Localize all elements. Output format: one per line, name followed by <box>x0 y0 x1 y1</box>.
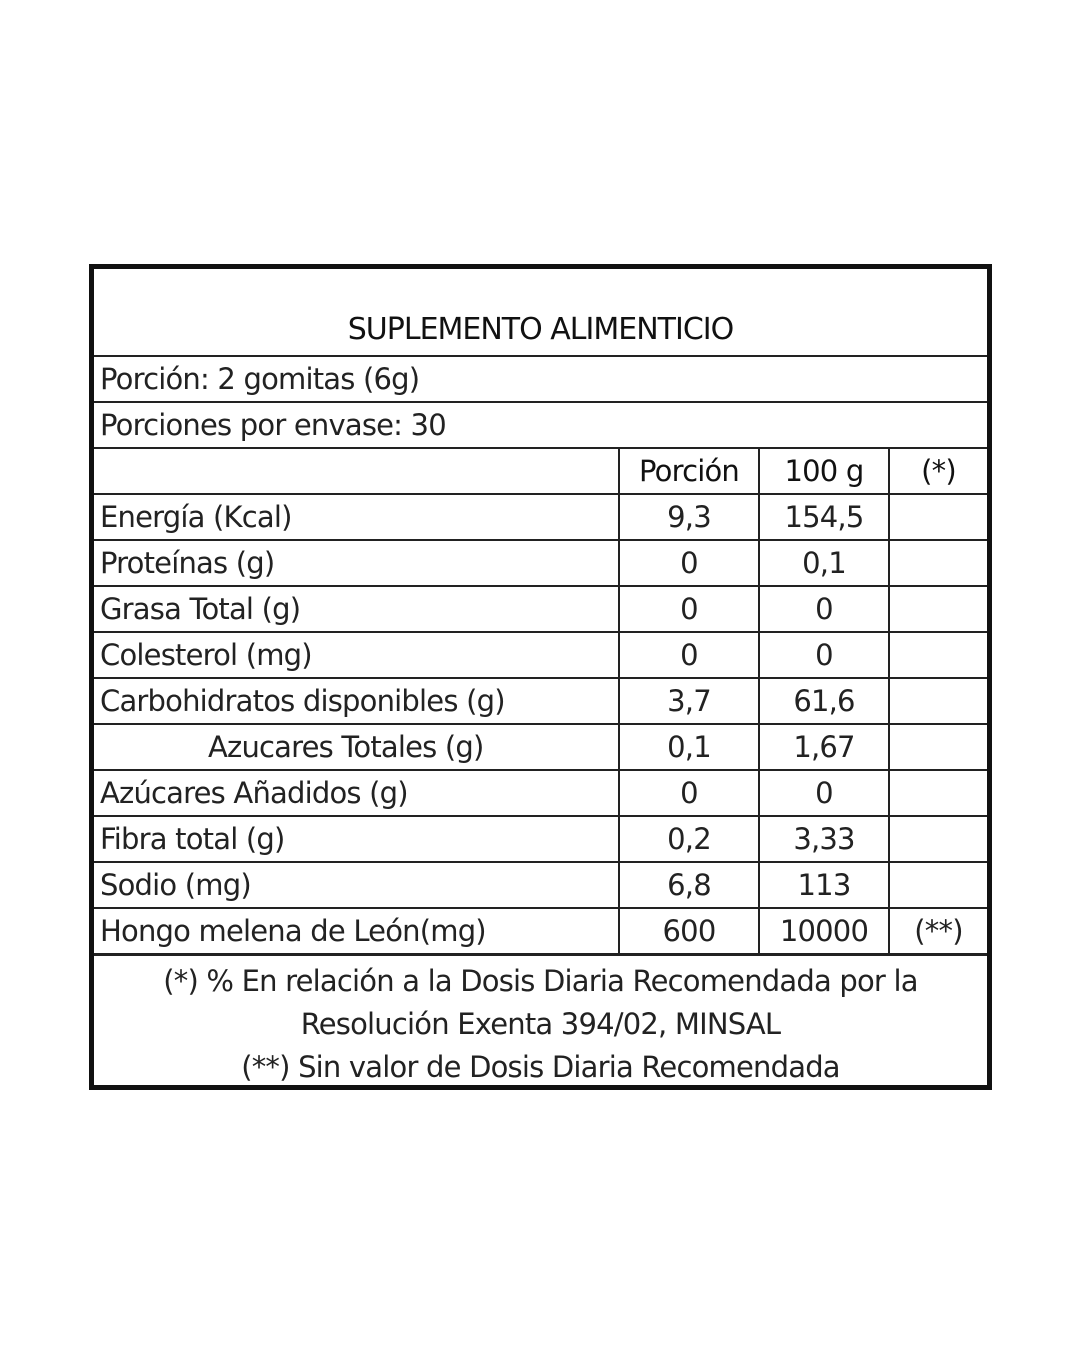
nutrient-per100: 154,5 <box>759 494 889 540</box>
nutrient-per100: 61,6 <box>759 678 889 724</box>
nutrient-per100: 113 <box>759 862 889 908</box>
nutrient-portion: 9,3 <box>619 494 759 540</box>
nutrient-daily-value <box>889 494 987 540</box>
nutrient-portion: 0 <box>619 540 759 586</box>
nutrient-portion: 600 <box>619 908 759 954</box>
nutrient-per100: 0,1 <box>759 540 889 586</box>
label-title: SUPLEMENTO ALIMENTICIO <box>94 269 987 357</box>
nutrition-table <box>94 449 987 955</box>
nutrient-portion: 0 <box>619 586 759 632</box>
table-row <box>94 770 987 816</box>
nutrient-daily-value <box>889 586 987 632</box>
nutrient-name: Carbohidratos disponibles (g) <box>94 678 619 724</box>
nutrient-per100: 0 <box>759 586 889 632</box>
table-row <box>94 816 987 862</box>
nutrient-daily-value <box>889 632 987 678</box>
nutrient-name: Azúcares Añadidos (g) <box>94 770 619 816</box>
table-row <box>94 540 987 586</box>
nutrient-per100: 10000 <box>759 908 889 954</box>
nutrient-daily-value: (**) <box>889 908 987 954</box>
nutrient-name: Sodio (mg) <box>94 862 619 908</box>
nutrient-daily-value <box>889 540 987 586</box>
nutrient-daily-value <box>889 862 987 908</box>
header-daily-value: (*) <box>889 449 987 494</box>
nutrient-name: Colesterol (mg) <box>94 632 619 678</box>
table-row <box>94 724 987 770</box>
nutrient-portion: 3,7 <box>619 678 759 724</box>
nutrient-per100: 1,67 <box>759 724 889 770</box>
nutrient-daily-value <box>889 770 987 816</box>
nutrient-portion: 0,2 <box>619 816 759 862</box>
nutrient-per100: 0 <box>759 770 889 816</box>
table-row <box>94 862 987 908</box>
nutrient-per100: 3,33 <box>759 816 889 862</box>
table-row <box>94 632 987 678</box>
nutrient-portion: 0 <box>619 770 759 816</box>
footnote-line: Resolución Exenta 394/02, MINSAL <box>300 1007 781 1041</box>
table-row <box>94 908 987 954</box>
servings-per-container: Porciones por envase: 30 <box>94 403 987 449</box>
nutrient-portion: 6,8 <box>619 862 759 908</box>
nutrient-name: Hongo melena de León(mg) <box>94 908 619 954</box>
nutrient-per100: 0 <box>759 632 889 678</box>
footnote-line: (*) % En relación a la Dosis Diaria Recomendada por la <box>163 964 918 998</box>
header-name <box>94 449 619 494</box>
nutrient-name: Fibra total (g) <box>94 816 619 862</box>
nutrient-portion: 0,1 <box>619 724 759 770</box>
table-row <box>94 494 987 540</box>
nutrient-name: Energía (Kcal) <box>94 494 619 540</box>
nutrient-name: Grasa Total (g) <box>94 586 619 632</box>
nutrient-daily-value <box>889 678 987 724</box>
footnote-line: (**) Sin valor de Dosis Diaria Recomendada <box>241 1050 840 1084</box>
nutrient-name: Azucares Totales (g) <box>94 724 619 770</box>
header-per100: 100 g <box>759 449 889 494</box>
table-row <box>94 586 987 632</box>
nutrient-name: Proteínas (g) <box>94 540 619 586</box>
serving-size: Porción: 2 gomitas (6g) <box>94 357 987 403</box>
nutrient-portion: 0 <box>619 632 759 678</box>
table-header-row <box>94 449 987 494</box>
nutrition-label <box>89 264 992 1090</box>
footnotes <box>94 955 987 1089</box>
nutrient-daily-value <box>889 724 987 770</box>
nutrient-daily-value <box>889 816 987 862</box>
table-row <box>94 678 987 724</box>
header-portion: Porción <box>619 449 759 494</box>
